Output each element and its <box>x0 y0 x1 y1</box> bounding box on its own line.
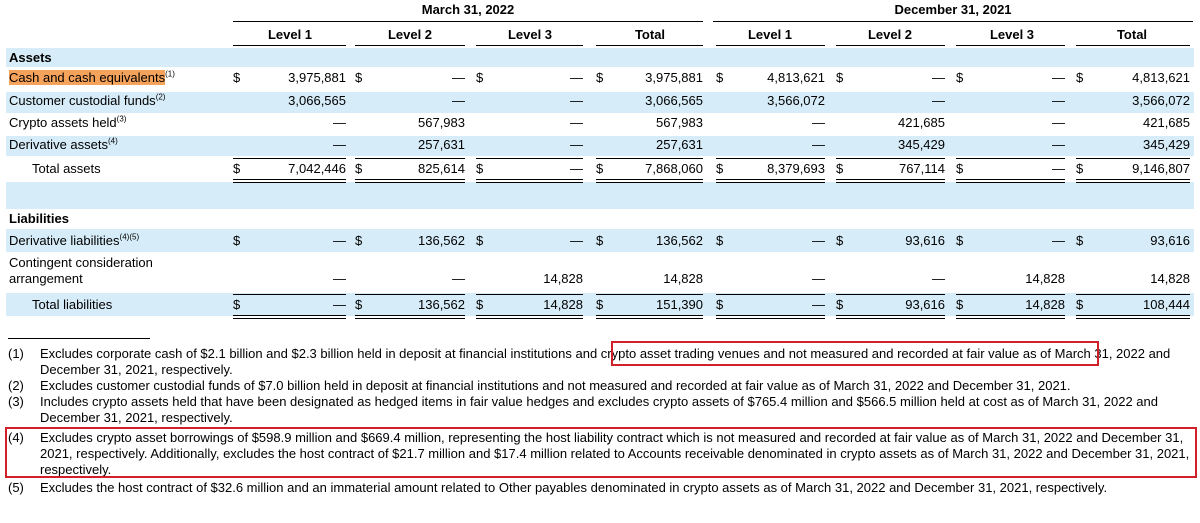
period-rule-1 <box>233 21 703 22</box>
currency-symbol: $ <box>836 297 844 312</box>
total-top-rule <box>716 158 825 159</box>
currency-symbol: $ <box>233 161 241 176</box>
annotation-box-footnote-4 <box>5 427 1197 478</box>
row-label-text: Total assets <box>32 161 101 176</box>
total-double-rule <box>233 179 346 183</box>
table-cell: 3,975,881 <box>288 70 346 85</box>
currency-symbol: $ <box>1076 70 1084 85</box>
footnote-3 <box>8 394 1193 426</box>
row-label-text: Crypto assets held <box>9 115 117 130</box>
total-top-rule <box>956 158 1065 159</box>
table-cell: — <box>1052 137 1065 152</box>
table-cell: 14,828 <box>1025 271 1065 286</box>
footnote-ref: (4) <box>107 136 118 146</box>
footnote-ref: (4)(5) <box>119 232 140 242</box>
column-header-2: Level 2 <box>387 27 433 42</box>
footnote-num: (5) <box>8 480 24 495</box>
row-label-text: Customer custodial funds <box>9 93 156 108</box>
table-cell: 7,042,446 <box>288 161 346 176</box>
total-double-rule <box>233 315 346 319</box>
currency-symbol: $ <box>956 233 964 248</box>
footnote-ref: (3) <box>116 114 127 124</box>
column-header-rule <box>836 45 945 46</box>
column-header-7: Level 3 <box>989 27 1035 42</box>
total-top-rule <box>355 294 465 295</box>
row-label <box>9 115 126 130</box>
table-cell: — <box>1052 93 1065 108</box>
column-header-rule <box>1076 45 1190 46</box>
table-cell: — <box>932 70 945 85</box>
total-double-rule <box>596 315 703 319</box>
table-cell: 4,813,621 <box>767 70 825 85</box>
row-label-text: Derivative assets <box>9 137 108 152</box>
table-cell: 257,631 <box>656 137 703 152</box>
table-cell: — <box>452 93 465 108</box>
footnote-text: Excludes crypto asset borrowings of $598.9 million and $669.4 million, representing the host liability contract which is not measured and recorded at fair value as of March 31, 2022 and December 31, 2021, respectively. Additionally, excludes the host contract of $21.7 million and $17.4 million related to Accounts receivable denominated in crypto assets as of March 31, 2022 and December 31, 2021, respectively. <box>40 430 1190 477</box>
table-cell: — <box>1052 233 1065 248</box>
band-assets-header <box>6 48 1194 67</box>
table-cell: — <box>333 271 346 286</box>
row-label <box>9 255 153 287</box>
currency-symbol: $ <box>596 297 604 312</box>
currency-symbol: $ <box>233 70 241 85</box>
table-cell: — <box>1052 161 1065 176</box>
row-label-text: Derivative liabilities <box>9 233 120 248</box>
column-header-3: Level 3 <box>507 27 553 42</box>
table-cell: 345,429 <box>1143 137 1190 152</box>
currency-symbol: $ <box>716 70 724 85</box>
row-label <box>9 70 175 85</box>
table-cell: 14,828 <box>543 271 583 286</box>
table-cell: 136,562 <box>418 233 465 248</box>
total-double-rule <box>836 179 945 183</box>
table-cell: — <box>570 93 583 108</box>
period-rule-2 <box>713 21 1193 22</box>
section-assets: Assets <box>9 50 52 65</box>
total-top-rule <box>716 294 825 295</box>
column-header-rule <box>476 45 583 46</box>
total-double-rule <box>1076 179 1190 183</box>
total-double-rule <box>956 179 1065 183</box>
total-top-rule <box>233 294 346 295</box>
row-label <box>9 137 118 152</box>
total-double-rule <box>956 315 1065 319</box>
table-cell: — <box>570 161 583 176</box>
currency-symbol: $ <box>355 70 363 85</box>
table-cell: 567,983 <box>418 115 465 130</box>
currency-symbol: $ <box>596 70 604 85</box>
currency-symbol: $ <box>596 161 604 176</box>
table-cell: 3,066,565 <box>288 93 346 108</box>
table-cell: — <box>570 137 583 152</box>
table-cell: 108,444 <box>1143 297 1190 312</box>
currency-symbol: $ <box>716 233 724 248</box>
table-cell: — <box>333 137 346 152</box>
total-top-rule <box>355 158 465 159</box>
column-header-6: Level 2 <box>867 27 913 42</box>
table-cell: 136,562 <box>656 233 703 248</box>
column-header-rule <box>956 45 1065 46</box>
currency-symbol: $ <box>355 297 363 312</box>
table-cell: 93,616 <box>1150 233 1190 248</box>
total-top-rule <box>476 294 583 295</box>
table-cell: 7,868,060 <box>645 161 703 176</box>
column-header-rule <box>233 45 346 46</box>
table-cell: 825,614 <box>418 161 465 176</box>
band-spacer <box>6 182 1194 209</box>
total-top-rule <box>476 158 583 159</box>
table-cell: — <box>570 115 583 130</box>
table-cell: — <box>932 93 945 108</box>
footnote-text: Excludes customer custodial funds of $7.0 billion held in deposit at financial institutions and not measured and recorded at fair value as of March 31, 2022 and December 31, 2021. <box>40 378 1071 393</box>
table-cell: — <box>1052 115 1065 130</box>
total-double-rule <box>355 179 465 183</box>
table-cell: — <box>452 70 465 85</box>
table-cell: 151,390 <box>656 297 703 312</box>
currency-symbol: $ <box>233 233 241 248</box>
currency-symbol: $ <box>1076 297 1084 312</box>
period-header-2: December 31, 2021 <box>894 2 1012 17</box>
table-cell: — <box>812 233 825 248</box>
total-top-rule <box>233 158 346 159</box>
footnote-num: (2) <box>8 378 24 393</box>
total-double-rule <box>716 179 825 183</box>
currency-symbol: $ <box>956 70 964 85</box>
table-cell: 3,566,072 <box>1132 93 1190 108</box>
total-double-rule <box>476 179 583 183</box>
total-top-rule <box>1076 158 1190 159</box>
table-cell: — <box>812 137 825 152</box>
total-top-rule <box>956 294 1065 295</box>
currency-symbol: $ <box>956 161 964 176</box>
table-cell: 3,566,072 <box>767 93 825 108</box>
section-liabilities: Liabilities <box>9 211 69 226</box>
footnote-text: Excludes the host contract of $32.6 million and an immaterial amount related to Other payables denominated in crypto assets as of March 31, 2022 and December 31, 2021, respectively. <box>40 480 1108 495</box>
footnote-ref: (1) <box>165 69 175 79</box>
row-label-text: Contingent consideration <box>9 255 153 270</box>
total-top-rule <box>836 294 945 295</box>
table-cell: 93,616 <box>905 233 945 248</box>
table-cell: — <box>333 233 346 248</box>
table-cell: 8,379,693 <box>767 161 825 176</box>
currency-symbol: $ <box>956 297 964 312</box>
table-cell: 421,685 <box>898 115 945 130</box>
currency-symbol: $ <box>1076 161 1084 176</box>
row-label <box>9 93 165 108</box>
currency-symbol: $ <box>476 233 484 248</box>
table-cell: — <box>452 271 465 286</box>
table-cell: 345,429 <box>898 137 945 152</box>
footnote-num: (3) <box>8 394 24 409</box>
table-cell: — <box>932 271 945 286</box>
currency-symbol: $ <box>355 161 363 176</box>
row-label-text: Cash and cash equivalents <box>9 70 166 85</box>
total-top-rule <box>1076 294 1190 295</box>
table-cell: — <box>812 115 825 130</box>
row-label-text-line2: arrangement <box>9 271 83 286</box>
table-cell: — <box>570 70 583 85</box>
table-cell: 567,983 <box>656 115 703 130</box>
table-cell: — <box>333 297 346 312</box>
column-header-1: Level 1 <box>267 27 313 42</box>
currency-symbol: $ <box>836 161 844 176</box>
footnote-num: (4) <box>8 430 24 445</box>
footnote-2 <box>8 378 1193 394</box>
column-header-rule <box>596 45 703 46</box>
currency-symbol: $ <box>836 233 844 248</box>
table-cell: — <box>812 297 825 312</box>
currency-symbol: $ <box>716 161 724 176</box>
column-header-rule <box>355 45 465 46</box>
footnote-separator <box>8 338 150 339</box>
table-cell: — <box>570 233 583 248</box>
table-cell: 767,114 <box>898 161 945 176</box>
currency-symbol: $ <box>716 297 724 312</box>
table-cell: 4,813,621 <box>1132 70 1190 85</box>
table-cell: 136,562 <box>418 297 465 312</box>
row-label <box>32 161 101 176</box>
currency-symbol: $ <box>836 70 844 85</box>
table-cell: 93,616 <box>905 297 945 312</box>
table-cell: — <box>812 271 825 286</box>
row-label-text: Total liabilities <box>32 297 113 312</box>
total-double-rule <box>476 315 583 319</box>
footnote-num: (1) <box>8 346 24 361</box>
total-top-rule <box>836 158 945 159</box>
table-cell: 9,146,807 <box>1132 161 1190 176</box>
table-cell: — <box>1052 70 1065 85</box>
total-double-rule <box>596 179 703 183</box>
currency-symbol: $ <box>476 70 484 85</box>
table-cell: 421,685 <box>1143 115 1190 130</box>
column-header-5: Level 1 <box>747 27 793 42</box>
footnote-5 <box>8 480 1193 512</box>
currency-symbol: $ <box>476 297 484 312</box>
currency-symbol: $ <box>355 233 363 248</box>
period-header-1: March 31, 2022 <box>421 2 515 17</box>
footnote-text: Includes crypto assets held that have been designated as hedged items in fair value hedges and excludes crypto assets of $765.4 million and $566.5 million held at cost as of March 31, 2022 and December 31, 2021, respectively. <box>40 394 1158 425</box>
total-top-rule <box>596 294 703 295</box>
currency-symbol: $ <box>233 297 241 312</box>
total-double-rule <box>355 315 465 319</box>
annotation-box-footnote-1 <box>611 341 1099 366</box>
currency-symbol: $ <box>1076 233 1084 248</box>
footnote-text: Excludes corporate cash of $2.1 billion and $2.3 billion held in deposit at financial institutions and crypto asset trading venues and not measured and recorded at fair value as of March 31, 2022 and December 31, 2021, respectively. <box>40 346 1171 377</box>
footnote-ref: (2) <box>155 92 166 102</box>
table-cell: — <box>333 115 346 130</box>
table-cell: 257,631 <box>418 137 465 152</box>
row-label <box>32 297 112 312</box>
total-double-rule <box>716 315 825 319</box>
total-double-rule <box>1076 315 1190 319</box>
currency-symbol: $ <box>476 161 484 176</box>
total-double-rule <box>836 315 945 319</box>
table-cell: 14,828 <box>1150 271 1190 286</box>
column-header-8: Total <box>1116 27 1148 42</box>
table-cell: 3,975,881 <box>645 70 703 85</box>
table-cell: 14,828 <box>1025 297 1065 312</box>
currency-symbol: $ <box>596 233 604 248</box>
table-cell: 3,066,565 <box>645 93 703 108</box>
column-header-rule <box>716 45 825 46</box>
row-label <box>9 233 139 248</box>
total-top-rule <box>596 158 703 159</box>
table-cell: 14,828 <box>663 271 703 286</box>
column-header-4: Total <box>634 27 666 42</box>
table-cell: 14,828 <box>543 297 583 312</box>
